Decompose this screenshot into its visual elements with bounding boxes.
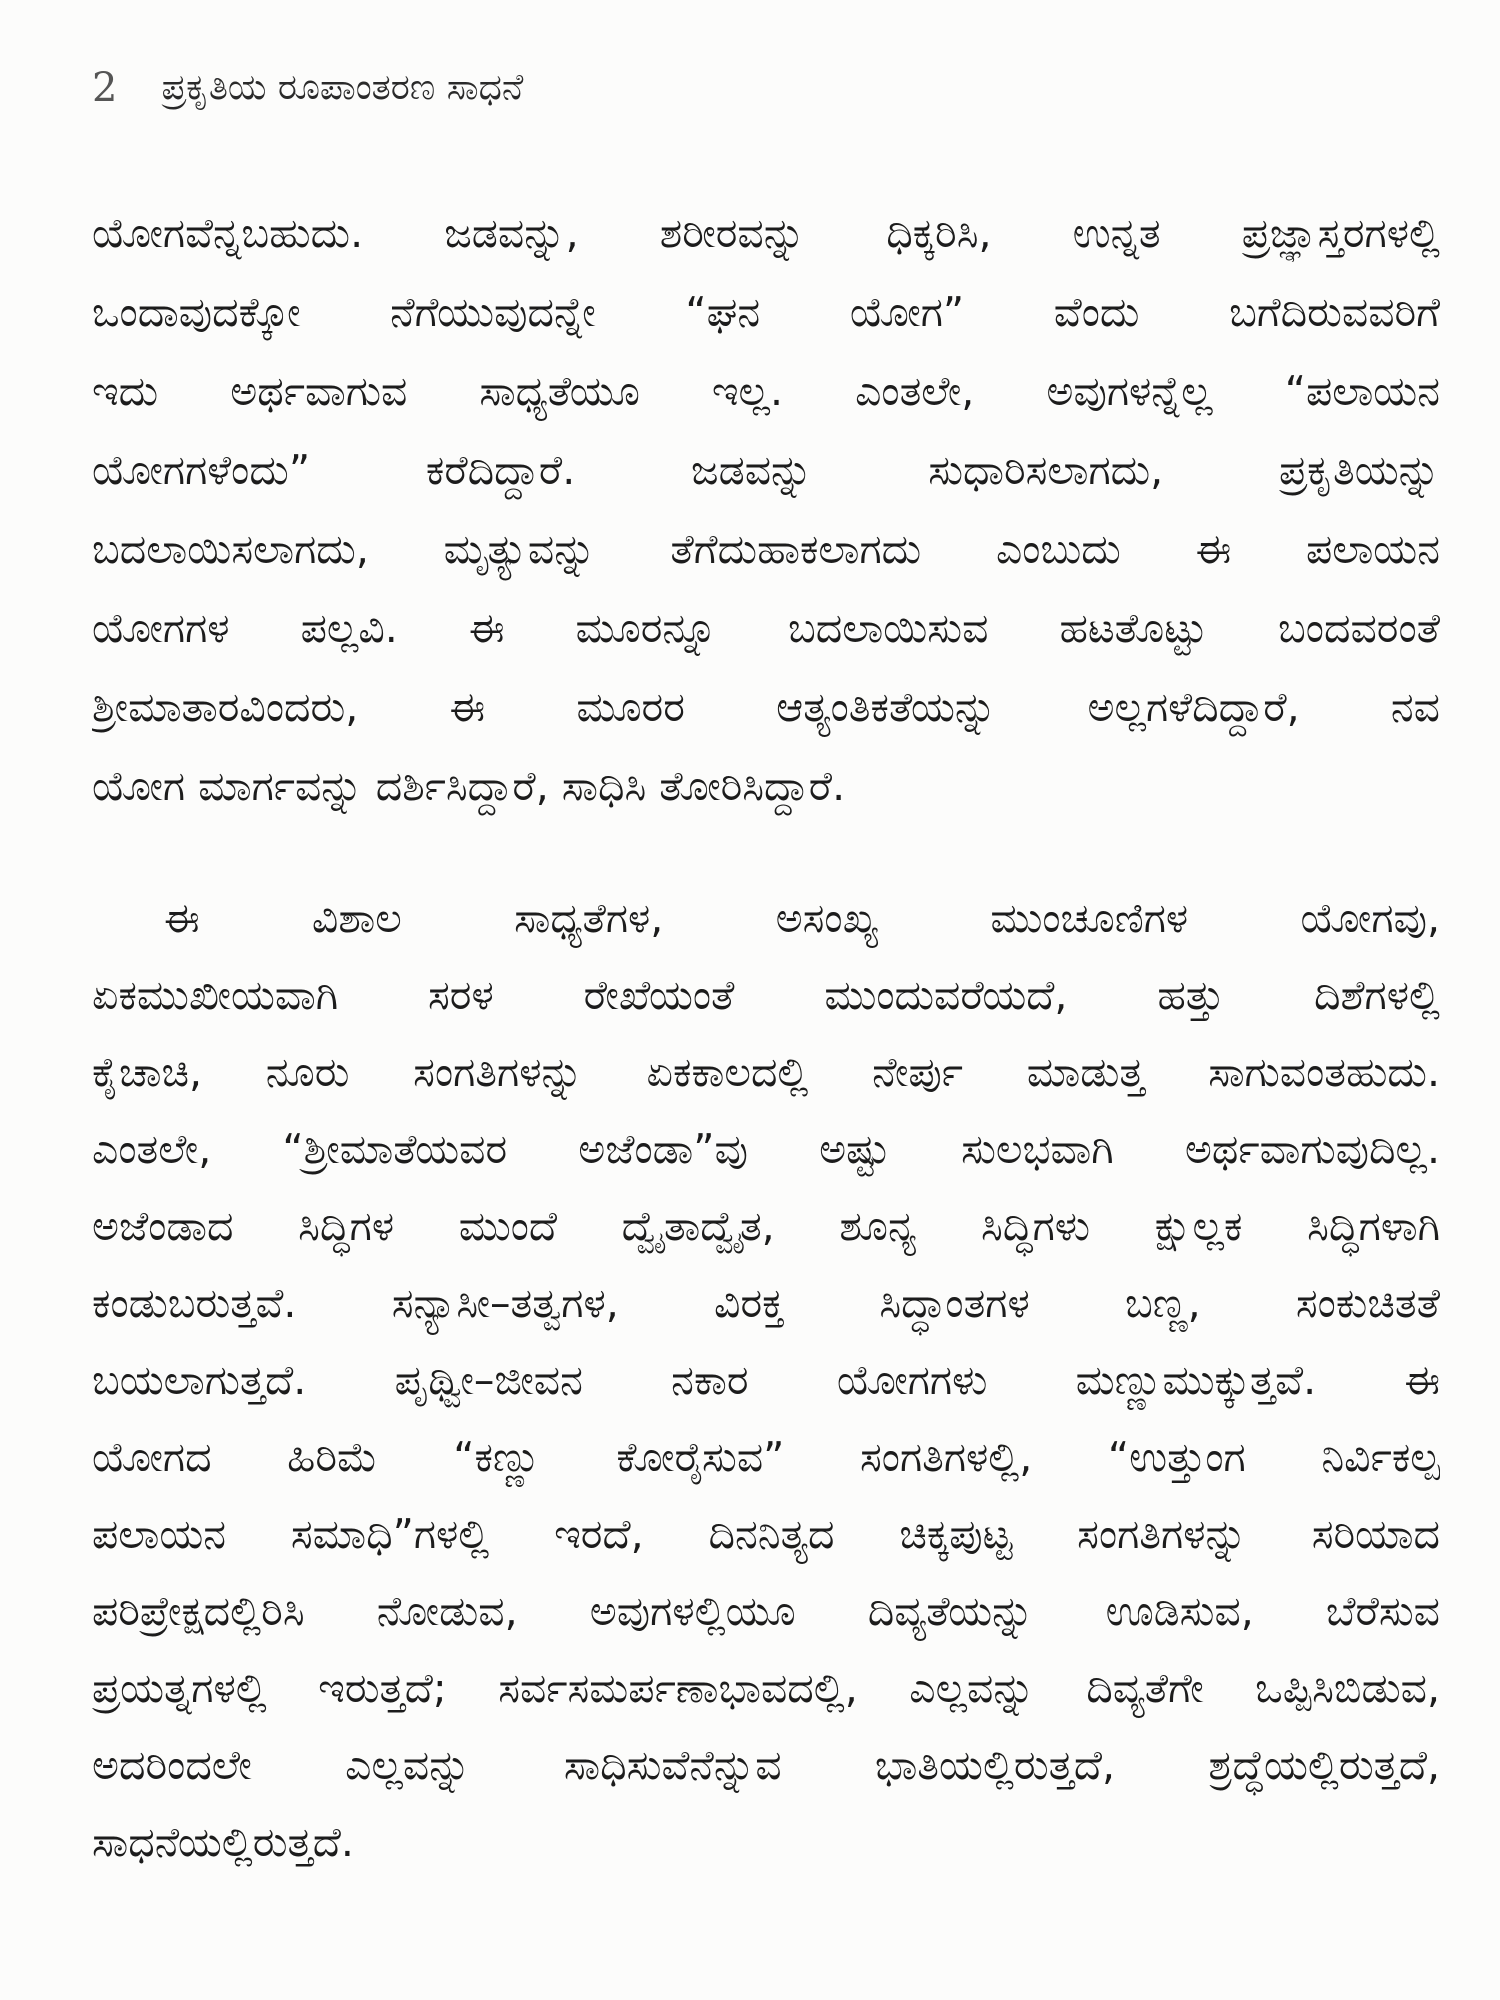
text-line: ಅದರಿಂದಲೇ ಎಲ್ಲವನ್ನು ಸಾಧಿಸುವೆನೆನ್ನುವ ಭಾತಿಯಲ್ಲಿರುತ್ತದೆ, ಶ್ರದ್ಧೆಯಲ್ಲಿರುತ್ತದೆ,: [92, 1741, 1440, 1789]
text-line: ಪ್ರಯತ್ನಗಳಲ್ಲಿ ಇರುತ್ತದೆ; ಸರ್ವಸಮರ್ಪಣಾಭಾವದಲ್ಲಿ, ಎಲ್ಲವನ್ನು ದಿವ್ಯತೆಗೇ ಒಪ್ಪಿಸಿಬಿಡುವ,: [92, 1664, 1440, 1712]
text-line: ಕೈಚಾಚಿ, ನೂರು ಸಂಗತಿಗಳನ್ನು ಏಕಕಾಲದಲ್ಲಿ ನೇರ್ಪು ಮಾಡುತ್ತ ಸಾಗುವಂತಹುದು.: [92, 1048, 1440, 1096]
page-header: [92, 58, 523, 118]
paragraph-1: [92, 194, 1440, 826]
text-line: ಯೋಗವೆನ್ನಬಹುದು. ಜಡವನ್ನು, ಶರೀರವನ್ನು ಧಿಕ್ಕರಿಸಿ, ಉನ್ನತ ಪ್ರಜ್ಞಾಸ್ತರಗಳಲ್ಲಿ: [92, 209, 1440, 257]
text-line: ಈ ವಿಶಾಲ ಸಾಧ್ಯತೆಗಳ, ಅಸಂಖ್ಯ ಮುಂಚೂಣಿಗಳ ಯೋಗವು,: [164, 894, 1440, 942]
text-line: ಬದಲಾಯಿಸಲಾಗದು, ಮೃತ್ಯುವನ್ನು ತೆಗೆದುಹಾಕಲಾಗದು ಎಂಬುದು ಈ ಪಲಾಯನ: [92, 525, 1440, 573]
text-line: ಕಂಡುಬರುತ್ತವೆ. ಸನ್ಯಾಸೀ–ತತ್ವಗಳ, ವಿರಕ್ತ ಸಿದ್ಧಾಂತಗಳ ಬಣ್ಣ, ಸಂಕುಚಿತತೆ: [92, 1279, 1440, 1327]
text-line: ಶ್ರೀಮಾತಾರವಿಂದರು, ಈ ಮೂರರ ಆತ್ಯಂತಿಕತೆಯನ್ನು ಅಲ್ಲಗಳೆದಿದ್ದಾರೆ, ನವ: [92, 683, 1440, 731]
text-line: ಯೋಗದ ಹಿರಿಮೆ “ಕಣ್ಣು ಕೋರೈಸುವ” ಸಂಗತಿಗಳಲ್ಲಿ, “ಉತ್ತುಂಗ ನಿರ್ವಿಕಲ್ಪ: [92, 1433, 1440, 1481]
running-title: ಪ್ರಕೃತಿಯ ರೂಪಾಂತರಣ ಸಾಧನೆ: [161, 67, 524, 108]
text-line: ಎಂತಲೇ, “ಶ್ರೀಮಾತೆಯವರ ಅಜೆಂಡಾ”ವು ಅಷ್ಟು ಸುಲಭವಾಗಿ ಅರ್ಥವಾಗುವುದಿಲ್ಲ.: [92, 1125, 1440, 1173]
text-line: ಯೋಗಗಳೆಂದು” ಕರೆದಿದ್ದಾರೆ. ಜಡವನ್ನು ಸುಧಾರಿಸಲಾಗದು, ಪ್ರಕೃತಿಯನ್ನು: [92, 446, 1440, 494]
text-line: ಏಕಮುಖೀಯವಾಗಿ ಸರಳ ರೇಖೆಯಂತೆ ಮುಂದುವರೆಯದೆ, ಹತ್ತು ದಿಶೆಗಳಲ್ಲಿ: [92, 971, 1440, 1019]
text-line: ಯೋಗ ಮಾರ್ಗವನ್ನು ದರ್ಶಿಸಿದ್ದಾರೆ, ಸಾಧಿಸಿ ತೋರಿಸಿದ್ದಾರೆ.: [92, 762, 846, 810]
text-line: ಅಜೆಂಡಾದ ಸಿದ್ಧಿಗಳ ಮುಂದೆ ದ್ವೈತಾದ್ವೈತ, ಶೂನ್ಯ ಸಿದ್ಧಿಗಳು ಕ್ಷುಲ್ಲಕ ಸಿದ್ಧಿಗಳಾಗಿ: [92, 1202, 1440, 1250]
text-line: ಬಯಲಾಗುತ್ತದೆ. ಪೃಥ್ವೀ–ಜೀವನ ನಕಾರ ಯೋಗಗಳು ಮಣ್ಣುಮುಕ್ಕುತ್ತವೆ. ಈ: [92, 1356, 1440, 1404]
text-line: ಒಂದಾವುದಕ್ಕೋ ನೆಗೆಯುವುದನ್ನೇ “ಘನ ಯೋಗ” ವೆಂದು ಬಗೆದಿರುವವರಿಗೆ: [92, 288, 1440, 336]
text-line: ಸಾಧನೆಯಲ್ಲಿರುತ್ತದೆ.: [92, 1818, 354, 1866]
text-line: ಯೋಗಗಳ ಪಲ್ಲವಿ. ಈ ಮೂರನ್ನೂ ಬದಲಾಯಿಸುವ ಹಟತೊಟ್ಟು ಬಂದವರಂತೆ: [92, 604, 1440, 652]
paragraph-2: [92, 880, 1440, 1881]
page-number: 2: [92, 65, 118, 111]
text-line: ಇದು ಅರ್ಥವಾಗುವ ಸಾಧ್ಯತೆಯೂ ಇಲ್ಲ. ಎಂತಲೇ, ಅವುಗಳನ್ನೆಲ್ಲ “ಪಲಾಯನ: [92, 367, 1440, 415]
text-line: ಪರಿಪ್ರೇಕ್ಷದಲ್ಲಿರಿಸಿ ನೋಡುವ, ಅವುಗಳಲ್ಲಿಯೂ ದಿವ್ಯತೆಯನ್ನು ಊಡಿಸುವ, ಬೆರೆಸುವ: [92, 1587, 1440, 1635]
text-line: ಪಲಾಯನ ಸಮಾಧಿ”ಗಳಲ್ಲಿ ಇರದೆ, ದಿನನಿತ್ಯದ ಚಿಕ್ಕಪುಟ್ಟ ಸಂಗತಿಗಳನ್ನು ಸರಿಯಾದ: [92, 1510, 1440, 1558]
